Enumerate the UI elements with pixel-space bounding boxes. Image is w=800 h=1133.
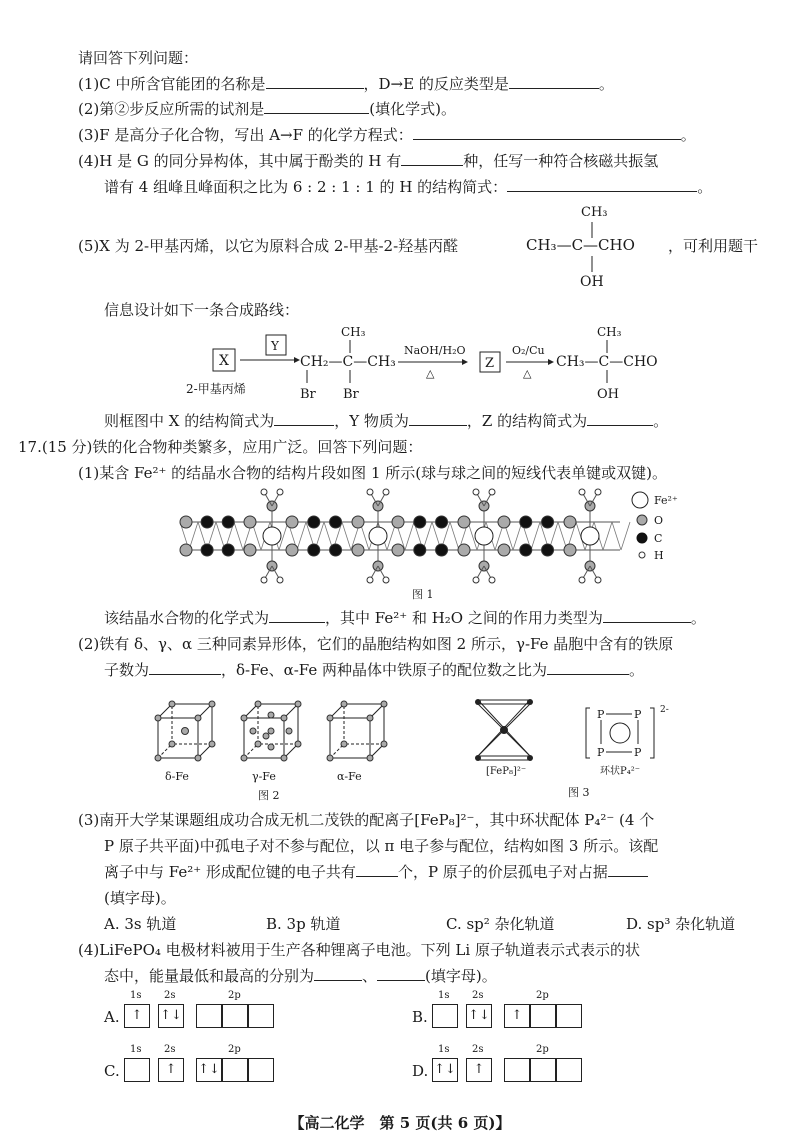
orbital-option-d[interactable]: D. (412, 1062, 429, 1080)
cond-naoh: NaOH/H₂O (404, 344, 466, 357)
ring-label: 环状P₄²⁻ (600, 766, 641, 777)
orbital-label: 2s (472, 1044, 484, 1055)
br-1: Br (300, 387, 316, 402)
figure-2-caption: 图 2 (258, 789, 280, 802)
q16-part3: (3)F 是高分子化合物，写出 A→F 的化学方程式： 。 (78, 126, 696, 144)
orbital-label: 2p (536, 990, 549, 1001)
orbital-label: 1s (130, 990, 142, 1001)
orbital-box (556, 1058, 582, 1082)
orbital-box: ↑ (124, 1004, 150, 1028)
orbital-label: 2p (536, 1044, 549, 1055)
cell-label-alpha: α-Fe (337, 770, 362, 783)
aldehyde-ch3: CH₃ (581, 205, 608, 220)
choice-c[interactable]: C. sp² 杂化轨道 (446, 915, 555, 933)
orbital-option-b[interactable]: B. (412, 1008, 428, 1026)
orbital-box (432, 1004, 458, 1028)
svg-text:P: P (597, 708, 605, 721)
choice-b[interactable]: B. 3p 轨道 (266, 915, 341, 933)
answer-blank[interactable] (356, 862, 398, 877)
q17-part3-line2: P 原子共平面)中孤电子对不参与配位，以 π 电子参与配位，结构如图 3 所示。该配 (104, 837, 659, 855)
q16-part5-answer: 则框图中 X 的结构简式为 ，Y 物质为 ，Z 的结构简式为 。 (104, 412, 669, 430)
q16-part5-tail: ，可利用题干 (668, 237, 759, 255)
aldehyde-main: CH₃—C—CHO (526, 236, 635, 254)
orbital-label: 2s (472, 990, 484, 1001)
choice-d[interactable]: D. sp³ 杂化轨道 (626, 915, 736, 933)
svg-text:H: H (654, 549, 664, 562)
svg-text:O: O (654, 514, 664, 527)
prod-ch3: CH₃ (597, 325, 622, 339)
figure-1-caption: 图 1 (412, 588, 434, 601)
orbital-box: ↑↓ (196, 1058, 222, 1082)
z-box: Z (485, 356, 495, 371)
q16-intro: 请回答下列问题： (78, 49, 199, 67)
orbital-box: ↑ (504, 1004, 530, 1028)
orbital-option-c[interactable]: C. (104, 1062, 120, 1080)
orbital-label: 1s (438, 990, 450, 1001)
orbital-label: 1s (130, 1044, 142, 1055)
q17-part4: (4)LiFePO₄ 电极材料被用于生产各种锂离子电池。下列 Li 原子轨道表示式表示的状 (78, 941, 640, 959)
q16-part4: (4)H 是 G 的同分异构体，其中属于酚类的 H 有 种，任写一种符合核磁共振氢 (78, 152, 659, 170)
q17-part4-line2: 态中，能量最低和最高的分别为 、 (填字母)。 (104, 967, 497, 985)
orbital-label: 2p (228, 990, 241, 1001)
orbital-box: ↑↓ (158, 1004, 184, 1028)
x-label: 2-甲基丙烯 (186, 382, 246, 396)
q16-part2: (2)第②步反应所需的试剂是 (填化学式)。 (78, 100, 456, 118)
q16-part4-line2: 谱有 4 组峰且峰面积之比为 6 : 2 : 1 : 1 的 H 的结构简式： 。 (104, 178, 713, 196)
orbital-label: 2s (164, 990, 176, 1001)
aldehyde-oh: OH (580, 274, 604, 290)
mid-ch3: CH₃ (341, 325, 366, 339)
q17-part3-line3: 离子中与 Fe²⁺ 形成配位键的电子共有 个，P 原子的价层孤电子对占据 (104, 862, 648, 882)
svg-text:2-: 2- (660, 705, 669, 715)
br-2: Br (343, 387, 359, 402)
answer-blank[interactable] (314, 966, 362, 981)
orbital-box (504, 1058, 530, 1082)
fep8-label: [FeP₈]²⁻ (486, 766, 527, 777)
orbital-box (222, 1058, 248, 1082)
orbital-label: 2s (164, 1044, 176, 1055)
svg-text:P: P (634, 708, 642, 721)
choice-a[interactable]: A. 3s 轨道 (104, 915, 177, 933)
orbital-box (248, 1004, 274, 1028)
cond-o2cu: O₂/Cu (512, 344, 545, 357)
orbital-box: ↑ (158, 1058, 184, 1082)
orbital-box: ↑ (466, 1058, 492, 1082)
q17-part2: (2)铁有 δ、γ、α 三种同素异形体，它们的晶胞结构如图 2 所示，γ-Fe 晶胞中含有的铁原 (78, 635, 674, 653)
q17-part1-answer: 该结晶水合物的化学式为 ，其中 Fe²⁺ 和 H₂O 之间的作用力类型为 。 (104, 609, 706, 627)
orbital-option-a[interactable]: A. (104, 1008, 120, 1026)
svg-text:P: P (597, 746, 605, 759)
q17-head: 17.(15 分)铁的化合物种类繁多，应用广泛。回答下列问题： (18, 438, 423, 456)
page-footer: 【高二化学 第 5 页(共 6 页)】 (289, 1114, 511, 1132)
delta-1: △ (426, 367, 435, 380)
q17-part2-line2: 子数为 ，δ-Fe、α-Fe 两种晶体中铁原子的配位数之比为 。 (104, 661, 645, 679)
orbital-box (124, 1058, 150, 1082)
cell-label-gamma: γ-Fe (252, 770, 276, 783)
orbital-box (530, 1004, 556, 1028)
q16-part5: (5)X 为 2-甲基丙烯，以它为原料合成 2-甲基-2-羟基丙醛 (78, 237, 459, 255)
orbital-box (196, 1004, 222, 1028)
q16-part1: (1)C 中所含官能团的名称是 ，D→E 的反应类型是 。 (78, 75, 614, 93)
orbital-box (530, 1058, 556, 1082)
svg-text:P: P (634, 746, 642, 759)
q16-part5-line2: 信息设计如下一条合成路线： (104, 301, 300, 319)
mid-main: CH₂—C—CH₃ (300, 354, 396, 370)
svg-text:C: C (654, 532, 663, 545)
orbital-label: 1s (438, 1044, 450, 1055)
orbital-label: 2p (228, 1044, 241, 1055)
cell-label-delta: δ-Fe (165, 770, 189, 783)
orbital-box (248, 1058, 274, 1082)
orbital-box (556, 1004, 582, 1028)
svg-text:Fe²⁺: Fe²⁺ (654, 494, 678, 507)
orbital-box: ↑↓ (466, 1004, 492, 1028)
q17-part3: (3)南开大学某课题组成功合成无机二茂铁的配离子[FeP₈]²⁻，其中环状配体 P₄²⁻ (4 个 (78, 811, 655, 829)
orbital-box: ↑↓ (432, 1058, 458, 1082)
answer-blank[interactable] (377, 966, 425, 981)
orbital-box (222, 1004, 248, 1028)
figure-3-caption: 图 3 (568, 786, 590, 799)
y-box: Y (271, 339, 279, 353)
delta-2: △ (523, 367, 532, 380)
prod-main: CH₃—C—CHO (556, 354, 658, 370)
answer-blank[interactable] (608, 862, 648, 877)
x-box: X (219, 353, 229, 369)
q17-part3-line4: (填字母)。 (104, 889, 176, 907)
q17-part1: (1)某含 Fe²⁺ 的结晶水合物的结构片段如图 1 所示(球与球之间的短线代表单键或双键)。 (78, 464, 667, 482)
prod-oh: OH (597, 387, 619, 402)
